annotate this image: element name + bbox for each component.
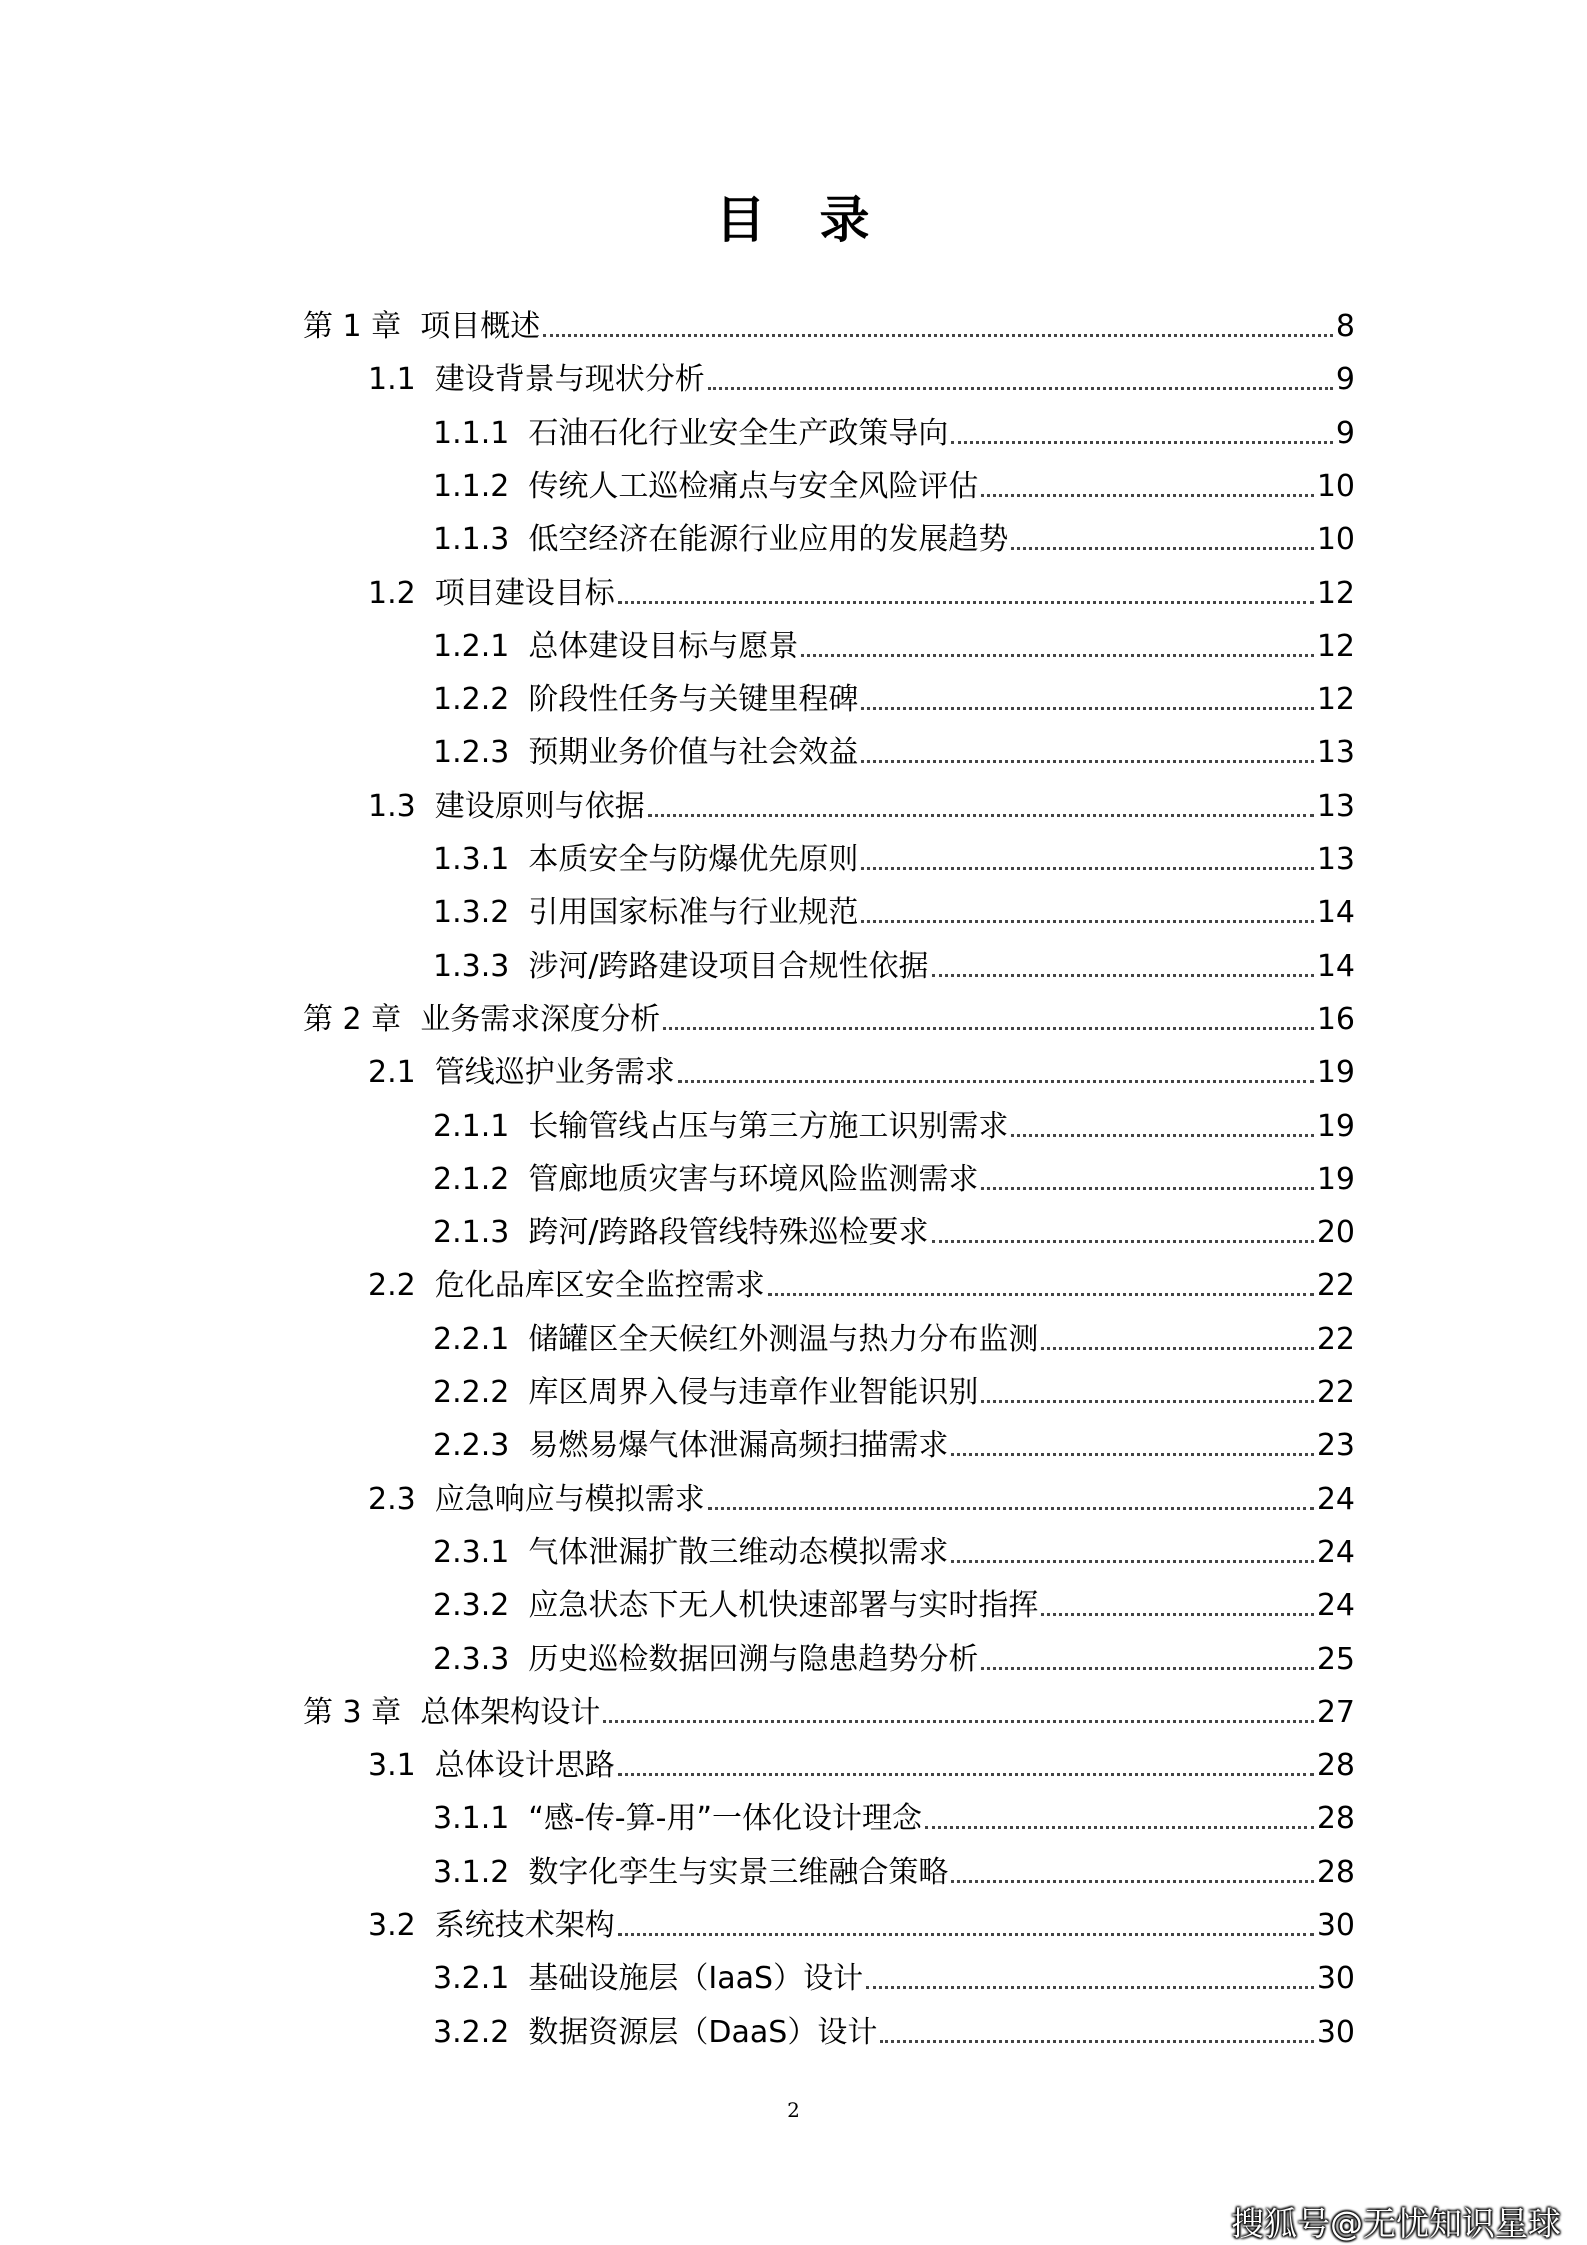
toc-entry[interactable] — [303, 293, 1355, 347]
toc-entry-number: 2.2 — [368, 1268, 416, 1303]
toc-entry-number: 1.2.2 — [433, 682, 510, 717]
toc-entry[interactable] — [433, 613, 1355, 667]
toc-entry-page: 25 — [1316, 1642, 1355, 1677]
toc-entry-number: 2.3.2 — [433, 1588, 510, 1623]
toc-entry-number: 2.1.3 — [433, 1215, 510, 1250]
toc-entry-number: 2.1.2 — [433, 1162, 510, 1197]
toc-entry[interactable] — [368, 1732, 1355, 1786]
toc-entry-number: 1.1.1 — [433, 416, 510, 451]
toc-dot-leader — [708, 1507, 1314, 1510]
toc-entry[interactable] — [433, 1359, 1355, 1413]
toc-entry-page: 9 — [1335, 362, 1355, 397]
toc-entry-page: 30 — [1316, 1908, 1355, 1943]
toc-dot-leader — [861, 707, 1313, 710]
toc-entry-label: 数字化孪生与实景三维融合策略 — [528, 1855, 949, 1890]
toc-entry-number: 1.2.1 — [433, 629, 510, 664]
toc-entry-number: 1.3.2 — [433, 895, 510, 930]
toc-dot-leader — [861, 920, 1313, 923]
toc-entry-number: 2.3 — [368, 1482, 416, 1517]
toc-entry-number: 第 1 章 — [303, 309, 402, 344]
toc-entry-page: 24 — [1316, 1588, 1355, 1623]
toc-entry-label: 总体建设目标与愿景 — [528, 629, 799, 664]
toc-entry[interactable] — [433, 1093, 1355, 1147]
toc-dot-leader — [648, 814, 1314, 817]
toc-dot-leader — [1011, 1134, 1313, 1137]
toc-entry-number: 3.1 — [368, 1748, 416, 1783]
toc-entry-label: 总体架构设计 — [420, 1695, 601, 1730]
toc-dot-leader — [932, 974, 1314, 977]
toc-entry-label: 应急状态下无人机快速部署与实时指挥 — [528, 1588, 1039, 1623]
toc-entry[interactable] — [433, 1839, 1355, 1893]
toc-entry-number: 2.3.3 — [433, 1642, 510, 1677]
toc-entry-number: 第 2 章 — [303, 1002, 402, 1037]
toc-entry-label: 数据资源层（DaaS）设计 — [528, 2015, 878, 2050]
toc-entry-number: 1.1.2 — [433, 469, 510, 504]
toc-entry-page: 22 — [1316, 1268, 1355, 1303]
toc-dot-leader — [932, 1240, 1314, 1243]
toc-entry-number: 3.1.2 — [433, 1855, 510, 1890]
toc-entry-label: 应急响应与模拟需求 — [434, 1482, 705, 1517]
toc-entry-label: 本质安全与防爆优先原则 — [528, 842, 859, 877]
toc-entry-number: 第 3 章 — [303, 1695, 402, 1730]
toc-dot-leader — [663, 1027, 1314, 1030]
toc-entry[interactable] — [368, 560, 1355, 614]
toc-entry-number: 3.2.2 — [433, 2015, 510, 2050]
toc-entry[interactable] — [368, 346, 1355, 400]
toc-entry[interactable] — [303, 986, 1355, 1040]
toc-entry-page: 22 — [1316, 1322, 1355, 1357]
toc-entry-page: 28 — [1316, 1801, 1355, 1836]
toc-entry-number: 2.2.3 — [433, 1428, 510, 1463]
toc-entry[interactable] — [433, 506, 1355, 560]
toc-entry[interactable] — [433, 1572, 1355, 1626]
toc-entry-number: 3.2 — [368, 1908, 416, 1943]
toc-entry[interactable] — [368, 773, 1355, 827]
toc-entry-number: 1.3 — [368, 789, 416, 824]
toc-entry[interactable] — [433, 1306, 1355, 1360]
toc-dot-leader — [1041, 1613, 1313, 1616]
toc-dot-leader — [603, 1720, 1314, 1723]
toc-entry-label: 总体设计思路 — [434, 1748, 615, 1783]
toc-entry[interactable] — [433, 1146, 1355, 1200]
toc-entry-label: 石油石化行业安全生产政策导向 — [528, 416, 949, 451]
toc-entry-page: 20 — [1316, 1215, 1355, 1250]
toc-entry-page: 12 — [1316, 682, 1355, 717]
page-title — [0, 180, 1587, 252]
toc-entry-number: 1.1.3 — [433, 522, 510, 557]
toc-entry-page: 22 — [1316, 1375, 1355, 1410]
toc-dot-leader — [981, 1667, 1313, 1670]
toc-entry-number: 1.3.3 — [433, 949, 510, 984]
toc-dot-leader — [951, 1880, 1313, 1883]
toc-entry[interactable] — [433, 1785, 1355, 1839]
toc-entry-page: 13 — [1316, 842, 1355, 877]
toc-dot-leader — [1011, 547, 1313, 550]
toc-entry[interactable] — [433, 933, 1355, 987]
toc-dot-leader — [618, 1773, 1314, 1776]
toc-entry-number: 1.1 — [368, 362, 416, 397]
toc-entry-page: 27 — [1316, 1695, 1355, 1730]
toc-entry-number: 1.2.3 — [433, 735, 510, 770]
toc-entry-label: 项目概述 — [420, 309, 541, 344]
toc-entry-label: 阶段性任务与关键里程碑 — [528, 682, 859, 717]
toc-entry[interactable] — [368, 1466, 1355, 1520]
toc-entry-number: 2.3.1 — [433, 1535, 510, 1570]
toc-entry[interactable] — [433, 1519, 1355, 1573]
toc-entry-label: 预期业务价值与社会效益 — [528, 735, 859, 770]
toc-entry-label: 系统技术架构 — [434, 1908, 615, 1943]
toc-entry-label: 建设背景与现状分析 — [434, 362, 705, 397]
toc-dot-leader — [951, 1560, 1313, 1563]
toc-entry-number: 2.1 — [368, 1055, 416, 1090]
toc-dot-leader — [880, 2040, 1313, 2043]
toc-dot-leader — [618, 1933, 1314, 1936]
toc-dot-leader — [951, 441, 1332, 444]
toc-entry-page: 19 — [1316, 1162, 1355, 1197]
toc-entry-number: 1.3.1 — [433, 842, 510, 877]
page-title-char-1: 目 — [715, 191, 768, 249]
toc-entry-label: 涉河/跨路建设项目合规性依据 — [528, 949, 929, 984]
toc-entry-number: 1.2 — [368, 576, 416, 611]
page-title-char-2: 录 — [819, 191, 872, 249]
toc-dot-leader — [1041, 1347, 1313, 1350]
toc-entry-label: 危化品库区安全监控需求 — [434, 1268, 765, 1303]
toc-entry-label: 易燃易爆气体泄漏高频扫描需求 — [528, 1428, 949, 1463]
toc-entry-page: 13 — [1316, 789, 1355, 824]
toc-entry[interactable] — [433, 666, 1355, 720]
toc-entry-number: 3.1.1 — [433, 1801, 510, 1836]
toc-entry[interactable] — [433, 826, 1355, 880]
toc-dot-leader — [618, 601, 1314, 604]
toc-entry-label: 跨河/跨路段管线特殊巡检要求 — [528, 1215, 929, 1250]
page-number: 2 — [787, 2098, 800, 2122]
toc-dot-leader — [801, 654, 1313, 657]
toc-entry-page: 30 — [1316, 1961, 1355, 1996]
toc-dot-leader — [951, 1453, 1313, 1456]
toc-dot-leader — [981, 494, 1313, 497]
toc-entry-page: 14 — [1316, 895, 1355, 930]
toc-entry-page: 9 — [1335, 416, 1355, 451]
toc-entry-page: 12 — [1316, 629, 1355, 664]
toc-entry-page: 19 — [1316, 1109, 1355, 1144]
toc-entry[interactable] — [433, 400, 1355, 454]
toc-entry-label: 建设原则与依据 — [434, 789, 645, 824]
toc-dot-leader — [866, 1986, 1314, 1989]
toc-entry-label: 储罐区全天候红外测温与热力分布监测 — [528, 1322, 1039, 1357]
toc-entry[interactable] — [433, 1412, 1355, 1466]
toc-dot-leader — [543, 334, 1333, 337]
toc-entry-page: 13 — [1316, 735, 1355, 770]
toc-dot-leader — [678, 1080, 1314, 1083]
toc-entry[interactable] — [433, 453, 1355, 507]
toc-entry-label: 业务需求深度分析 — [420, 1002, 661, 1037]
toc-dot-leader — [861, 867, 1313, 870]
toc-entry-label: 管线巡护业务需求 — [434, 1055, 675, 1090]
toc-entry-label: 引用国家标准与行业规范 — [528, 895, 859, 930]
toc-dot-leader — [925, 1826, 1314, 1829]
toc-entry-page: 19 — [1316, 1055, 1355, 1090]
toc-entry-label: 低空经济在能源行业应用的发展趋势 — [528, 522, 1009, 557]
toc-entry[interactable] — [433, 879, 1355, 933]
toc-entry-page: 23 — [1316, 1428, 1355, 1463]
toc-entry-label: “感-传-算-用”一体化设计理念 — [528, 1801, 922, 1836]
toc-entry-number: 2.2.1 — [433, 1322, 510, 1357]
toc-entry-page: 8 — [1335, 309, 1355, 344]
watermark: 搜狐号@无忧知识星球 — [1231, 2204, 1561, 2243]
toc-dot-leader — [768, 1293, 1314, 1296]
toc-dot-leader — [981, 1400, 1313, 1403]
toc-entry[interactable] — [433, 719, 1355, 773]
toc-entry-label: 库区周界入侵与违章作业智能识别 — [528, 1375, 979, 1410]
toc-entry-label: 基础设施层（IaaS）设计 — [528, 1961, 864, 1996]
toc-entry-page: 10 — [1316, 469, 1355, 504]
toc-entry[interactable] — [433, 1626, 1355, 1680]
toc-entry-number: 3.2.1 — [433, 1961, 510, 1996]
toc-entry[interactable] — [433, 1199, 1355, 1253]
toc-entry-page: 12 — [1316, 576, 1355, 611]
toc-entry-number: 2.2.2 — [433, 1375, 510, 1410]
toc-entry-page: 30 — [1316, 2015, 1355, 2050]
toc-dot-leader — [981, 1187, 1313, 1190]
toc-entry-label: 项目建设目标 — [434, 576, 615, 611]
toc-entry-label: 传统人工巡检痛点与安全风险评估 — [528, 469, 979, 504]
toc-entry[interactable] — [433, 1945, 1355, 1999]
toc-entry[interactable] — [368, 1892, 1355, 1946]
toc-entry-page: 10 — [1316, 522, 1355, 557]
toc-entry-page: 16 — [1316, 1002, 1355, 1037]
toc-entry-page: 28 — [1316, 1748, 1355, 1783]
toc-dot-leader — [708, 387, 1333, 390]
toc-entry[interactable] — [368, 1039, 1355, 1093]
toc-entry-page: 14 — [1316, 949, 1355, 984]
toc-entry-page: 28 — [1316, 1855, 1355, 1890]
toc-entry-label: 管廊地质灾害与环境风险监测需求 — [528, 1162, 979, 1197]
toc-entry[interactable] — [433, 1999, 1355, 2053]
toc-entry-number: 2.1.1 — [433, 1109, 510, 1144]
toc-entry-page: 24 — [1316, 1535, 1355, 1570]
toc-entry-label: 气体泄漏扩散三维动态模拟需求 — [528, 1535, 949, 1570]
toc-entry-label: 历史巡检数据回溯与隐患趋势分析 — [528, 1642, 979, 1677]
toc-entry-page: 24 — [1316, 1482, 1355, 1517]
toc-entry-label: 长输管线占压与第三方施工识别需求 — [528, 1109, 1009, 1144]
toc-dot-leader — [861, 760, 1313, 763]
toc-entry[interactable] — [368, 1252, 1355, 1306]
toc-entry[interactable] — [303, 1679, 1355, 1733]
